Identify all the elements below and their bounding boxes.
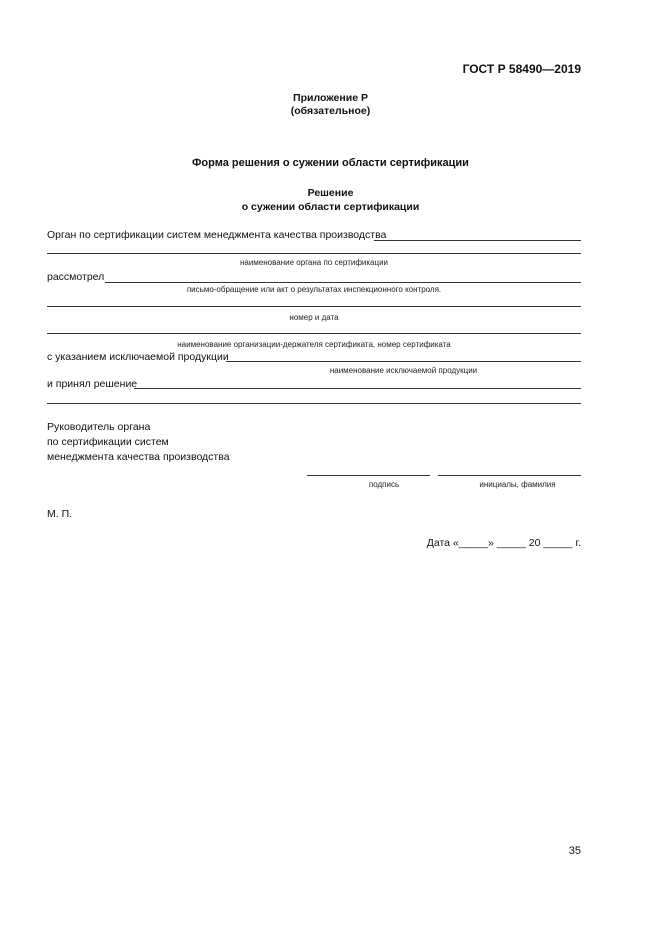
stamp-mark: М. П. [47,508,73,520]
signature-caption: подпись [368,480,400,489]
organ-label: Орган по сертификации систем менеджмента качества производства [47,229,387,241]
decision-label: и принял решение [47,378,138,390]
excluded-caption: наименование исключаемой продукции [329,366,478,375]
decision-field-line[interactable] [134,388,581,389]
name-caption: инициалы, фамилия [479,480,556,489]
form-title: Форма решения о сужении области сертификации [192,157,469,169]
date-line: Дата «_____» _____ 20 _____ г. [426,537,581,549]
holder-caption: наименование организации-держателя сертификата, номер сертификата [177,340,451,349]
reviewed-caption: письмо-обращение или акт о результатах инспекционного контроля. [186,285,442,294]
organ-field-line[interactable] [374,240,581,241]
number-caption: номер и дата [289,313,339,322]
decision-heading: Решение [307,187,354,199]
head-title-line1: Руководитель органа [47,421,151,433]
decision-subheading: о сужении области сертификации [241,201,420,213]
signature-line[interactable] [307,475,430,476]
excluded-field-line[interactable] [226,361,581,362]
reviewed-field-line[interactable] [105,282,581,283]
name-line[interactable] [438,475,581,476]
appendix-subtitle: (обязательное) [290,105,371,117]
reviewed-label: рассмотрел [47,271,105,283]
holder-field-line[interactable] [47,333,581,334]
appendix-title: Приложение Р [293,92,368,104]
organ-field-line-2[interactable] [47,253,581,254]
number-field-line[interactable] [47,306,581,307]
head-title-line3: менеджмента качества производства [47,451,230,463]
decision-field-line-2[interactable] [47,403,581,404]
page-number: 35 [568,845,581,857]
excluded-label: с указанием исключаемой продукции [47,351,229,363]
head-title-line2: по сертификации систем [47,436,169,448]
standard-number: ГОСТ Р 58490—2019 [462,62,581,76]
organ-caption: наименование органа по сертификации [239,258,389,267]
